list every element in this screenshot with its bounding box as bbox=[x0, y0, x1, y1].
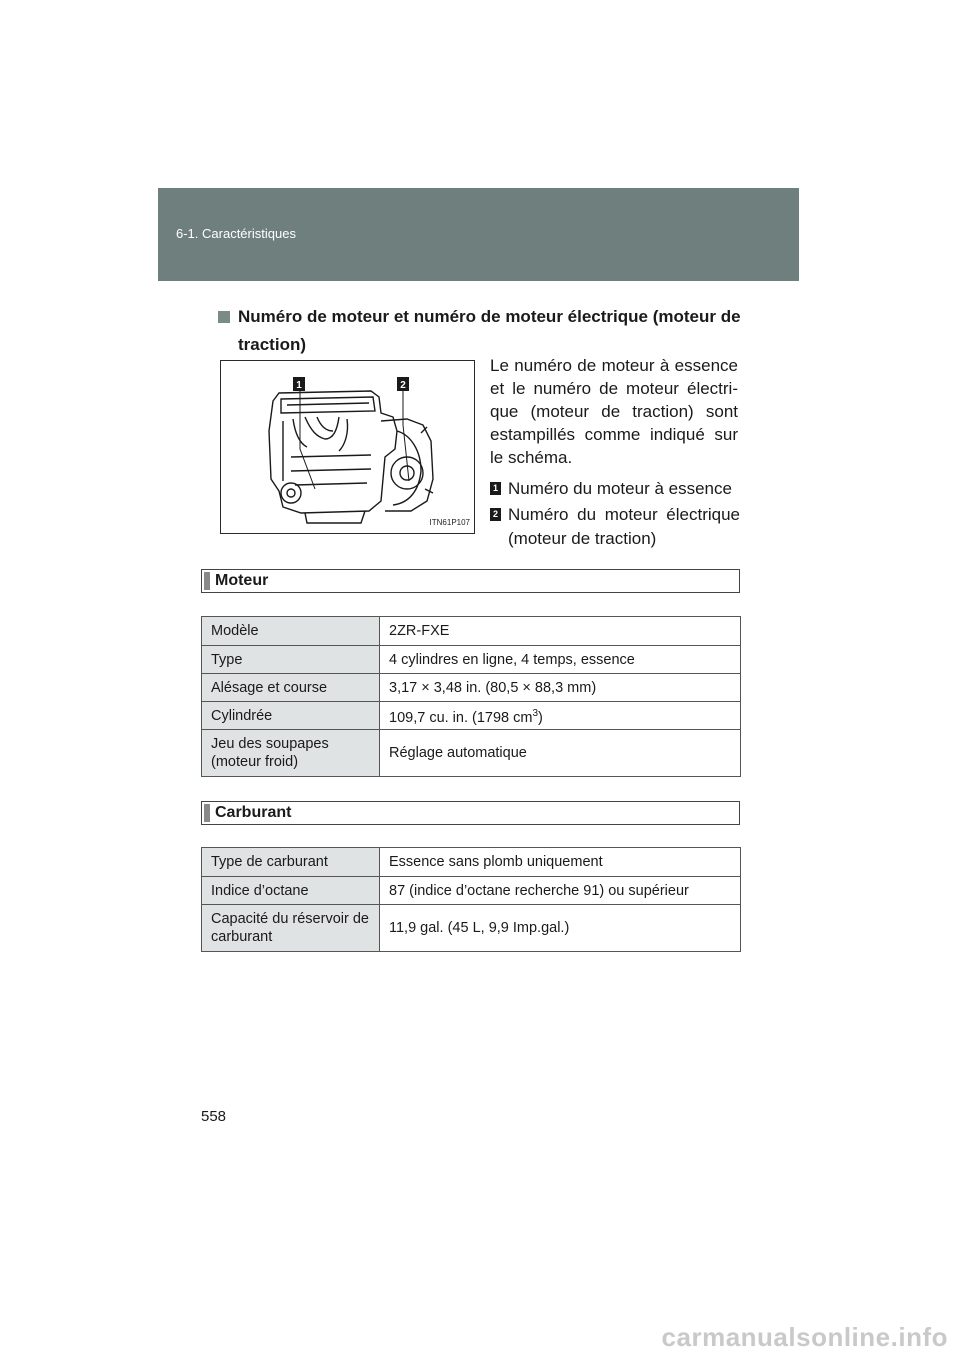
table-row bbox=[202, 730, 741, 777]
table-row bbox=[202, 646, 741, 674]
fuel-spec-table bbox=[201, 847, 741, 952]
marker-1 bbox=[293, 377, 305, 391]
spec-value: 4 cylindres en ligne, 4 temps, essence bbox=[380, 646, 741, 674]
spec-value: 11,9 gal. (45 L, 9,9 Imp.gal.) bbox=[380, 905, 741, 952]
table-row bbox=[202, 848, 741, 877]
spec-label: Alésage et course bbox=[202, 674, 380, 702]
footer-watermark: carmanualsonline.info bbox=[661, 1322, 948, 1352]
legend-text: Numéro du moteur à essence bbox=[508, 479, 732, 498]
legend-item-1 bbox=[490, 477, 740, 501]
table-row bbox=[202, 877, 741, 905]
subheading-text: Numéro de moteur et numéro de moteur électrique (moteur de traction) bbox=[238, 307, 741, 354]
spec-value: 3,17 × 3,48 in. (80,5 × 88,3 mm) bbox=[380, 674, 741, 702]
spec-label: Type bbox=[202, 646, 380, 674]
spec-value: Essence sans plomb uniquement bbox=[380, 848, 741, 877]
svg-text:1: 1 bbox=[296, 380, 302, 391]
legend-text: Numéro du moteur électrique (moteur de traction) bbox=[508, 505, 740, 548]
section-heading-text: Moteur bbox=[215, 572, 269, 589]
engine-diagram bbox=[220, 360, 475, 534]
superscript: 3 bbox=[532, 707, 539, 719]
diagram-code: ITN61P107 bbox=[429, 518, 470, 527]
spec-value: 2ZR-FXE bbox=[380, 617, 741, 646]
section-heading-carburant bbox=[201, 801, 740, 825]
subheading bbox=[218, 303, 743, 359]
section-heading-text: Carburant bbox=[215, 804, 292, 821]
spec-value: 87 (indice d’octane recherche 91) ou supérieur bbox=[380, 877, 741, 905]
spec-value bbox=[380, 702, 741, 730]
spec-label: Cylindrée bbox=[202, 702, 380, 730]
spec-label: Type de carburant bbox=[202, 848, 380, 877]
number-1-icon: 1 bbox=[490, 482, 501, 495]
heading-bar bbox=[204, 572, 210, 590]
heading-bar bbox=[204, 804, 210, 822]
table-row bbox=[202, 674, 741, 702]
engine-spec-table bbox=[201, 616, 741, 777]
spec-label: Jeu des soupapes (moteur froid) bbox=[202, 730, 380, 777]
engine-illustration bbox=[221, 361, 474, 533]
spec-label: Indice d’octane bbox=[202, 877, 380, 905]
marker-2 bbox=[397, 377, 409, 391]
spec-value-text: 109,7 cu. in. (1798 cm bbox=[389, 709, 533, 726]
table-row bbox=[202, 905, 741, 952]
legend-item-2 bbox=[490, 503, 740, 551]
spec-label: Capacité du réservoir de carburant bbox=[202, 905, 380, 952]
description-text: Le numéro de moteur à essence et le numéro de moteur électri-que (moteur de traction) sont estampillés comme indiqué sur le schéma. bbox=[490, 356, 738, 467]
svg-text:2: 2 bbox=[400, 380, 406, 391]
section-heading-moteur bbox=[201, 569, 740, 593]
section-title: 6-1. Caractéristiques bbox=[176, 226, 296, 241]
table-row bbox=[202, 702, 741, 730]
number-2-icon: 2 bbox=[490, 508, 501, 521]
bullet-square-icon bbox=[218, 311, 230, 323]
spec-value: Réglage automatique bbox=[380, 730, 741, 777]
table-row bbox=[202, 617, 741, 646]
spec-value-end: ) bbox=[538, 709, 543, 726]
spec-label: Modèle bbox=[202, 617, 380, 646]
page-number: 558 bbox=[201, 1108, 227, 1125]
